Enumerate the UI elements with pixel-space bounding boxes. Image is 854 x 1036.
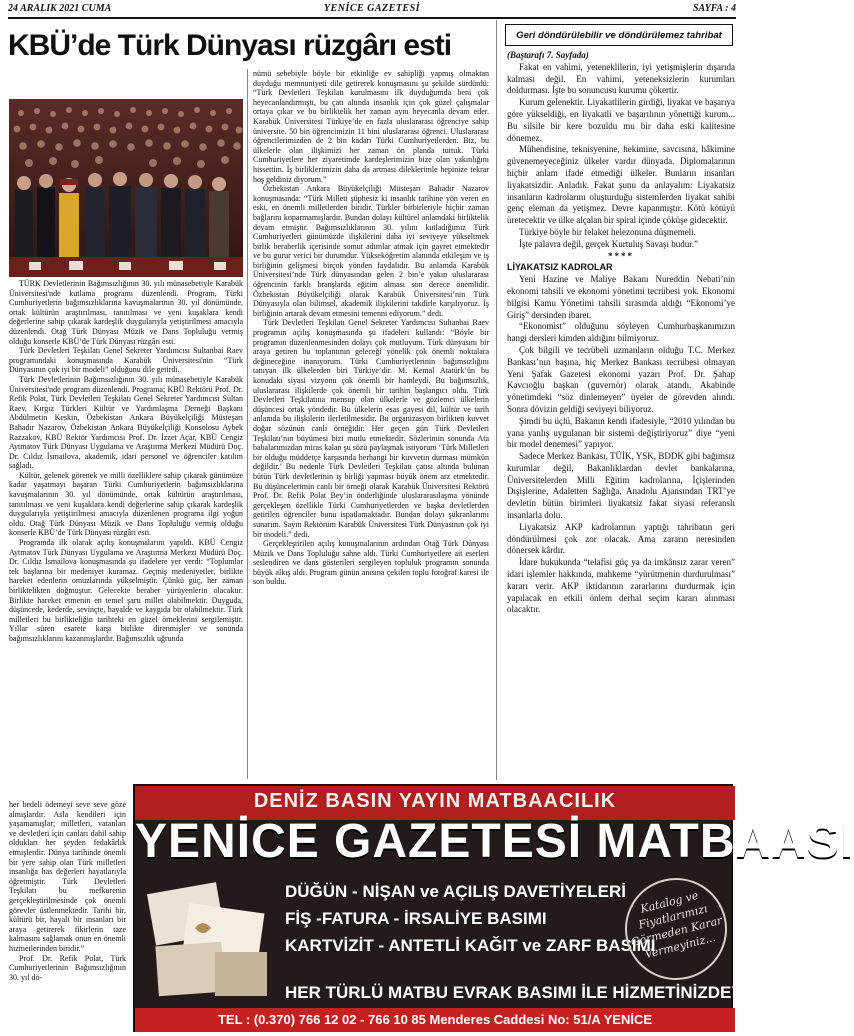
ad-slogan: HER TÜRLÜ MATBU EVRAK BASIMI İLE HİZMETİNİZDEYİZ... bbox=[285, 983, 773, 1002]
article-paragraph: Gerçekleştirilen açılış konuşmalarının ardından Otağ Türk Dünyası Müzik ve Dans Topluluğu sahne aldı. Türki Cumhuriyetlere ait eserleri seslendiren ve dans gösterileri sergileyen topluluk programın sonunda büyük alkış aldı. Program günün anısına çekilen toplu fotoğraf karesi ile son buldu. bbox=[253, 539, 489, 587]
column-paragraph: Mühendisine, teknisyenine, hekimine, savcısına, hâkimine güvenemeyeceğiniz ülkeler vardır dünyada. Diplomalarının hiçbir anlam ifade etmediği ülkeler. Bunların insanları liyakatsizdir. Anladık. Fakat şunu da anlayalım: Liyakatsiz insanların kadrolarını oluşturduğu sistemlerden liyakat sahibi genç eleman da yetişmez. Devre kapanmıştır. Kötü kötüyü üretecektir ve ülke alçalan bir spiral içinde çöküşe gidecektir. bbox=[507, 144, 735, 226]
article-paragraph: Kültür, gelenek görenek ve milli özelliklere sahip çıkarak günümüze kadar yaşatmayı başaran Türki Cumhuriyetlerin bağımsızlıklarına kavuşmalarının 30. yıl dönümünde, ortak kültürün araştırılması, tanıtılması ve yeni kuşaklara kendi değerlerine sahip çıkarak kardeşlik duygularıyla yetiştirilmesi amacıyla düzenlenen programa ilgi yoğun oldu. Otağ Türk Dünyası Müzik ve Dans Topluluğu vermiş olduğu konserle KBÜ’de Türk Dünyası rüzgârı esti. bbox=[9, 470, 243, 538]
column-paragraph: Sadece Merkez Bankası, TÜİK, YSK, BDDK gibi bağımsız kurumlar değil, Bakanlıklardan devlet bankalarına, Üniversitelerden Milli Eğitim kadrolarına, İçişlerinden Dışişlerine, Adaletten Sağlığa, Anadolu Ajansından TRT’ye devletin bütün birimleri liyakatsiz fakat siyasi referanslı insanlarla dolu. bbox=[507, 451, 735, 521]
column-paragraph: Liyakatsiz AKP kadrolarının yaptığı tahribatın geri döndürülmesi çok zor olacak. Ama zararın neresinden dönersek kârdır. bbox=[507, 521, 735, 556]
article-paragraph: Türk Devletleri Teşkilatı Genel Sekreter Yardımcısı Sultanbai Raev programın açılış konuşmasında şu ifadeleri kullandı: “Böyle bir programın düzenlenmesinden dolayı çok mutluyum. Türk dünyasını bir araya getiren bu toplantının geleceği yönelik çok önemli noktalara değineceğine inanıyorum. Türki Cumhuriyetlerinin bağımsızlığını tanıyan ilk ülkelerden biri Türkiye’dir. M. Kemal Atatürk’ün bu konudaki siyasi vizyonu çok önemli bir hamleydi. Bu bağımsızlık, uluslararası ilişkilerde çok önemli bir tarihin başlangıcı oldu. Türk Devletleri Teşkilatına mensup olan ülkelerle ve gözlemci ülkelerin düşüncesi ortak yöndedir. Bu ülkelerin esas gayesi dil, kültür ve tarih anlamda bu ilişkilerin ilerletilmesidir. Bu organizasyon birlikten kuvvet doğar sözünün canlı örneğidir. Her geçen gün Türk Devletleri Teşkilatı’nın büyümesi bizi mutlu etmektedir. Sözlerimin sonunda Ata babalarımızdan miras kalan şu sözü paylaşmak istiyorum ‘Türk Milletleri bir olduğu müddetçe karşısında herhangi bir kuvvetin durması mümkün değildir.’ Bu nedenle Türk Devletleri Teşkilatı çatısı altında bulunan bütün Türk devletlerinin iş birliği yapması büyük önem arz etmektedir. Bu düşüncelerimin canlı bir örneği olarak Karabük Üniversitesi Rektörü Prof. Dr. Refik Polat Bey’in önderliğinde uluslararasılaşma yönünde gerçekleşen özellikle Türki Cumhuriyetlerden ve başka devletlerden getirilen öğrenciler bunu ispatlamaktadır. Bundan dolayı şükranlarımı sunarım. Sayın Rektörüm Karabük Üniversitesi Türk Dünyasının çok iyi bir modeli.” dedi. bbox=[253, 318, 489, 539]
ad-contact-footer: TEL : (0.370) 766 12 02 - 766 10 85 Menderes Caddesi No: 51/A YENİCE bbox=[135, 1008, 735, 1032]
column-paragraph: Şimdi bu üçlü, Bakanın kendi ifadesiyle, “2010 yılından bu yana yanlış uygulanan bir sistemi değiştiriyoruz” diye “yeni bir model denemesi” yapıyor. bbox=[507, 415, 735, 450]
newspaper-name: YENİCE GAZETESİ bbox=[323, 3, 421, 14]
article-paragraph: Türk Devletlerinin Bağımsızlığının 30. yılı münasebetiyle Karabük Üniversitesi'nde program düzenlendi. Programa; KBÜ Rektörü Prof. Dr. Refik Polat, Türk Devletleri Teşkilatı Genel Sekreter Yardımcısı Sultan Raev, Kırgız Türkleri Kültür ve Yardımlaşma Derneği Başkanı Abdülmetin Keskin, Özbekistan Ankara Büyükelçiliği Müsteşarı Bahadır Nazarov, Özbekistan Ankara Büyükelçiliği Konsolosu Aybek Razzakov, KBÜ Rektör Yardımcısı Prof. Dr. İzzet Açar, KBÜ Cengiz Aytmatov Türk Dünyası Uygulama ve Araştırma Merkezi Müdürü Doç. Dr. Cıldız İsmailova, akademik, idari personel ve öğrenciler katılım sağladı. bbox=[9, 374, 243, 471]
article-paragraph: Prof. Dr. Refik Polat, Türk Cumhuriyetlerinin Bağımsızlığının 30. yıl dö- bbox=[9, 953, 126, 982]
opinion-column-heading: Geri döndürülebilir ve döndürülemez tahribat bbox=[505, 24, 733, 46]
section-separator: **** bbox=[608, 250, 634, 261]
invitation-cards-image bbox=[145, 878, 275, 1004]
ad-service-item: FİŞ -FATURA - İRSALİYE BASIMI bbox=[285, 909, 547, 928]
article-paragraph: nümü sebebiyle böyle bir etkinliğe ev sahipliği yapmış olmaktan duyduğu memnuniyeti dile getirerek konuşmasını şu şekilde sürdürdü: “Türk Devletleri Teşkilatı kurulmasını ilk duyduğumda beni çok heyecanlandırmıştı, bu çatı altında insanlık için çok güzel çalışmalar ortaya çıkar ve bu birliktelik her zaman aynı heyecanla devam eder. Karabük Üniversitesi Türkiye’de en fazla uluslararası öğrenciye sahip üniversite. 50 bin öğrencimizin 11 bini uluslararası öğrenci. Uluslararası öğrencilerimizden de 2 bin kadarı Türki Cumhuriyetlerden. Biz, bu ülkelerle olan ilişkimizi her zaman ön planda tuttuk. Türki Cumhuriyetlere her ziyaretimde kardeşlerimizin bize olan yakınlığını hissettim. İş birliklerimizin daha da artması dileklerimle hepinize tekrar hoş geldiniz diyorum.” bbox=[253, 69, 489, 184]
page-header bbox=[8, 3, 736, 17]
article-paragraph: Türk Devletleri Teşkilatı Genel Sekreter Yardımcısı Sultanbai Raev programındaki konuşmasında Karabük Üniversitesi'nin “Türk Dünyasının çok iyi bir modeli” olduğunu dile getirdi. bbox=[9, 346, 243, 375]
opinion-column bbox=[507, 50, 735, 775]
article-column-2 bbox=[253, 69, 489, 777]
column-subheading: LİYAKATSIZ KADROLAR bbox=[507, 262, 613, 273]
ceremony-photo-image bbox=[9, 99, 243, 277]
column-paragraph: Kurum gelenektir. Liyakatlilerin girdiği, liyakat ve başarıya göre yükseldiği, en liyakatli ve başarılının yönettiği kurum... Bu silsile bir kere bozuldu mu bir daha eski kalitesine dönemez. bbox=[507, 97, 735, 143]
article-paragraph: her bedeli ödemeyi seve seve göze almışlardır. Asla kendileri için yaşamamışlar; milletleri, vatanları ve devletleri için canları dahil sahip oldukları her şeyden fedakârlık etmişlerdir. Dünya tarihinde önemli bir yere sahip olan Türk milletleri insanlığa has değerleri hayatlarıyla öğretmiştir. Türk Devletleri Teşkilatı bu mefkurenin gerçekleştirilmesinde çok önemli görevler üstlenmektedir. Tarihi bir, kültürü bir, hayali bir insanları bir araya getirerek fikirlerin taze kalmasını sağlamak onun en önemli hizmetlerinden biridir.” bbox=[9, 800, 126, 953]
column-paragraph: “Ekonomist” olduğunu söyleyen Cumhurbaşkanımızın hangi dersleri kimden aldığını bilmiyoruz. bbox=[507, 321, 735, 344]
continued-from-note: (Baştarafı 7. Sayfada) bbox=[507, 50, 589, 60]
ad-stamp: Katalog ve Fiyatlarımızı Görmeden Karar Vermeyiniz... bbox=[614, 867, 738, 991]
column-paragraph: Fakat en vahimi, yeteneklilerin, iyi yetişmişlerin dışarıda kalması değil. En vahimi, yeteneksizlerin kurumları doldurması. İşte bu sonuncusu kurumu çökertir. bbox=[507, 61, 735, 96]
page-number: SAYFA : 4 bbox=[693, 3, 736, 14]
article-column-1 bbox=[9, 279, 243, 796]
column-paragraph: Yeni Hazine ve Maliye Bakanı Nureddin Nebati’nin ekonomi tahsili ve ekonomi yönetimi tecrübesi yok. Ekonomi bilgisi Kamu Yönetimi tahsili sırasında aldığı “Ekonomi’ye Giriş” dersinden ibaret. bbox=[507, 274, 735, 320]
article-paragraph: Özbekistan Ankara Büyükelçiliği Müsteşarı Bahadır Nazarov konuşmasında: “Türk Milleti şüphesiz ki insanlık tarihine yön veren en eski, en önemli milletlerden biridir. Türkler birbirleriyle hiçbir zaman bağlarını koparmamışlardır. Bundan dolayı kültürel anlamdaki birliktelik devam etmiştir. Bağımsızlıklarının 30. yılını kutladığımız Türk Cumhuriyetleri günümüzde ilişkilerini daha iyi seviyeye yükseltmek birlik beraberlik içerisinde somut adımlar atmak için gayret etmektedir ve bu gurur verici bir durumdur. Yükseköğretim alanında etkileşim ve iş birliğinin gelişmesi birçok yönden faydalıdır. Bu anlamda Karabük Üniversitesi’nde Türk dünyasından gelen 2 bin’e yakın uluslararası öğrencinin farklı branşlarda eğitim alması son derece önemlidir. Özbekistan Büyükelçiliği olarak Karabük Üniversitesi’nin Türk Dünyasıyla olan bilimsel, akademik ilişkilerini takdirle karşılıyoruz. İş birliğinin artarak devam etmesini temenni ediyorum.” dedi. bbox=[253, 184, 489, 318]
print-shop-advertisement bbox=[133, 784, 854, 1032]
ad-company-name: DENİZ BASIN YAYIN MATBAACILIK bbox=[253, 790, 617, 812]
ceremony-photo bbox=[9, 99, 243, 277]
article-column-1-continued bbox=[9, 800, 126, 1032]
column-paragraph: İdare hukukunda “telafisi güç ya da imkânsız zarar veren” idari işlemler hakkında, mahkeme “yürütmenin durdurulması” kararı verir. AKP iktidarının zararlarını durdurmak için yapılacak en etkili önlem derhal seçim kararı alınması olacaktır. bbox=[507, 557, 735, 615]
article-paragraph: TÜRK Devletlerinin Bağımsızlığının 30. yılı münasebetiyle Karabük Üniversitesi'nde kutlama programı düzenlendi. Program, Türki Cumhuriyetlerin bağımsızlıklarına kavuşmalarının 30. yıl dönümünde, ortak kültürün araştırılması, tanıtılması ve yeni kuşaklara kendi değerlerine sahip çıkarak kardeşlik duygularıyla yetiştirilmesi amacıyla düzenlendi. Otağ Türk Dünyası Müzik ve Dans Topluluğu vermiş olduğu konserle KBÜ’de Türk Dünyası rüzgârı esti. bbox=[9, 279, 243, 346]
column-paragraph: İşte palavra değil, gerçek Kurtuluş Savaşı budur.” bbox=[519, 238, 698, 249]
ad-service-item: DÜĞÜN - NİŞAN ve AÇILIŞ DAVETİYELERİ bbox=[285, 882, 626, 901]
column-divider bbox=[247, 69, 248, 779]
issue-date: 24 ARALIK 2021 CUMA bbox=[8, 3, 112, 14]
column-divider bbox=[496, 20, 497, 780]
ad-headline: YENİCE GAZETESİ MATBAASI bbox=[135, 815, 854, 868]
ad-services-list bbox=[285, 878, 656, 959]
article-paragraph: Programda ilk olarak açılış konuşmalarını yapıldı. KBÜ Cengiz Aytmatov Türk Dünyası Uygulama ve Araştırma Merkezi Müdürü Doç. Dr. Cıldız İsmailova konuşmasında şu ifadelere yer verdi: “Toplumlar tek başlarına bir medeniyet kuramaz. Geçmiş medeniyetler, birlikte hareket edenlerin omuzlarında yükselmiştir. Çünkü güç, her zaman birliktelikten doğmuştur. Gelecekte beraber yürüyenlerin olacaktır. Birlikte hareket etmenin en temel şartı millet olabilmektir. Duygudа, düşüncede, kederde, sevinçte, hayalde ve kaygıda bir olabilmektir. Türk milletleri bu birlikteliğin tarihteki en güzel örneklerini sergilemiştir. Yıllar süren esarete karşı birlikte direnmişler ve sonunda bağımsızlıklarını kazanmışlardır. Bağımsızlık uğrunda bbox=[9, 538, 243, 643]
article-title: KBÜ’de Türk Dünyası rüzgârı esti bbox=[8, 29, 452, 62]
column-paragraph: Türkiye böyle bir felaket helezonuna düşmemeli. bbox=[519, 226, 696, 237]
ad-service-item: KARTVİZİT - ANTETLİ KAĞIT ve ZARF BASIMI bbox=[285, 936, 656, 955]
header-rule bbox=[8, 17, 736, 19]
column-paragraph: Çok bilgili ve tecrübeli uzmanların olduğu T.C. Merkez Bankası’nın başına, hiç Merkez Bankası tecrübesi olmayan Yeni Şafak Gazetesi ekonomi yazarı Prof. Dr. Şahap Kavcıoğlu başkan (guvernör) olarak atandı. Akabinde yönetimdeki “söz dinlemeyen” üyeler de görevden alındı. Sonra dövizin geldiği seviyeyi biliyoruz. bbox=[507, 344, 735, 414]
invitation-cards-icon bbox=[145, 878, 275, 1004]
